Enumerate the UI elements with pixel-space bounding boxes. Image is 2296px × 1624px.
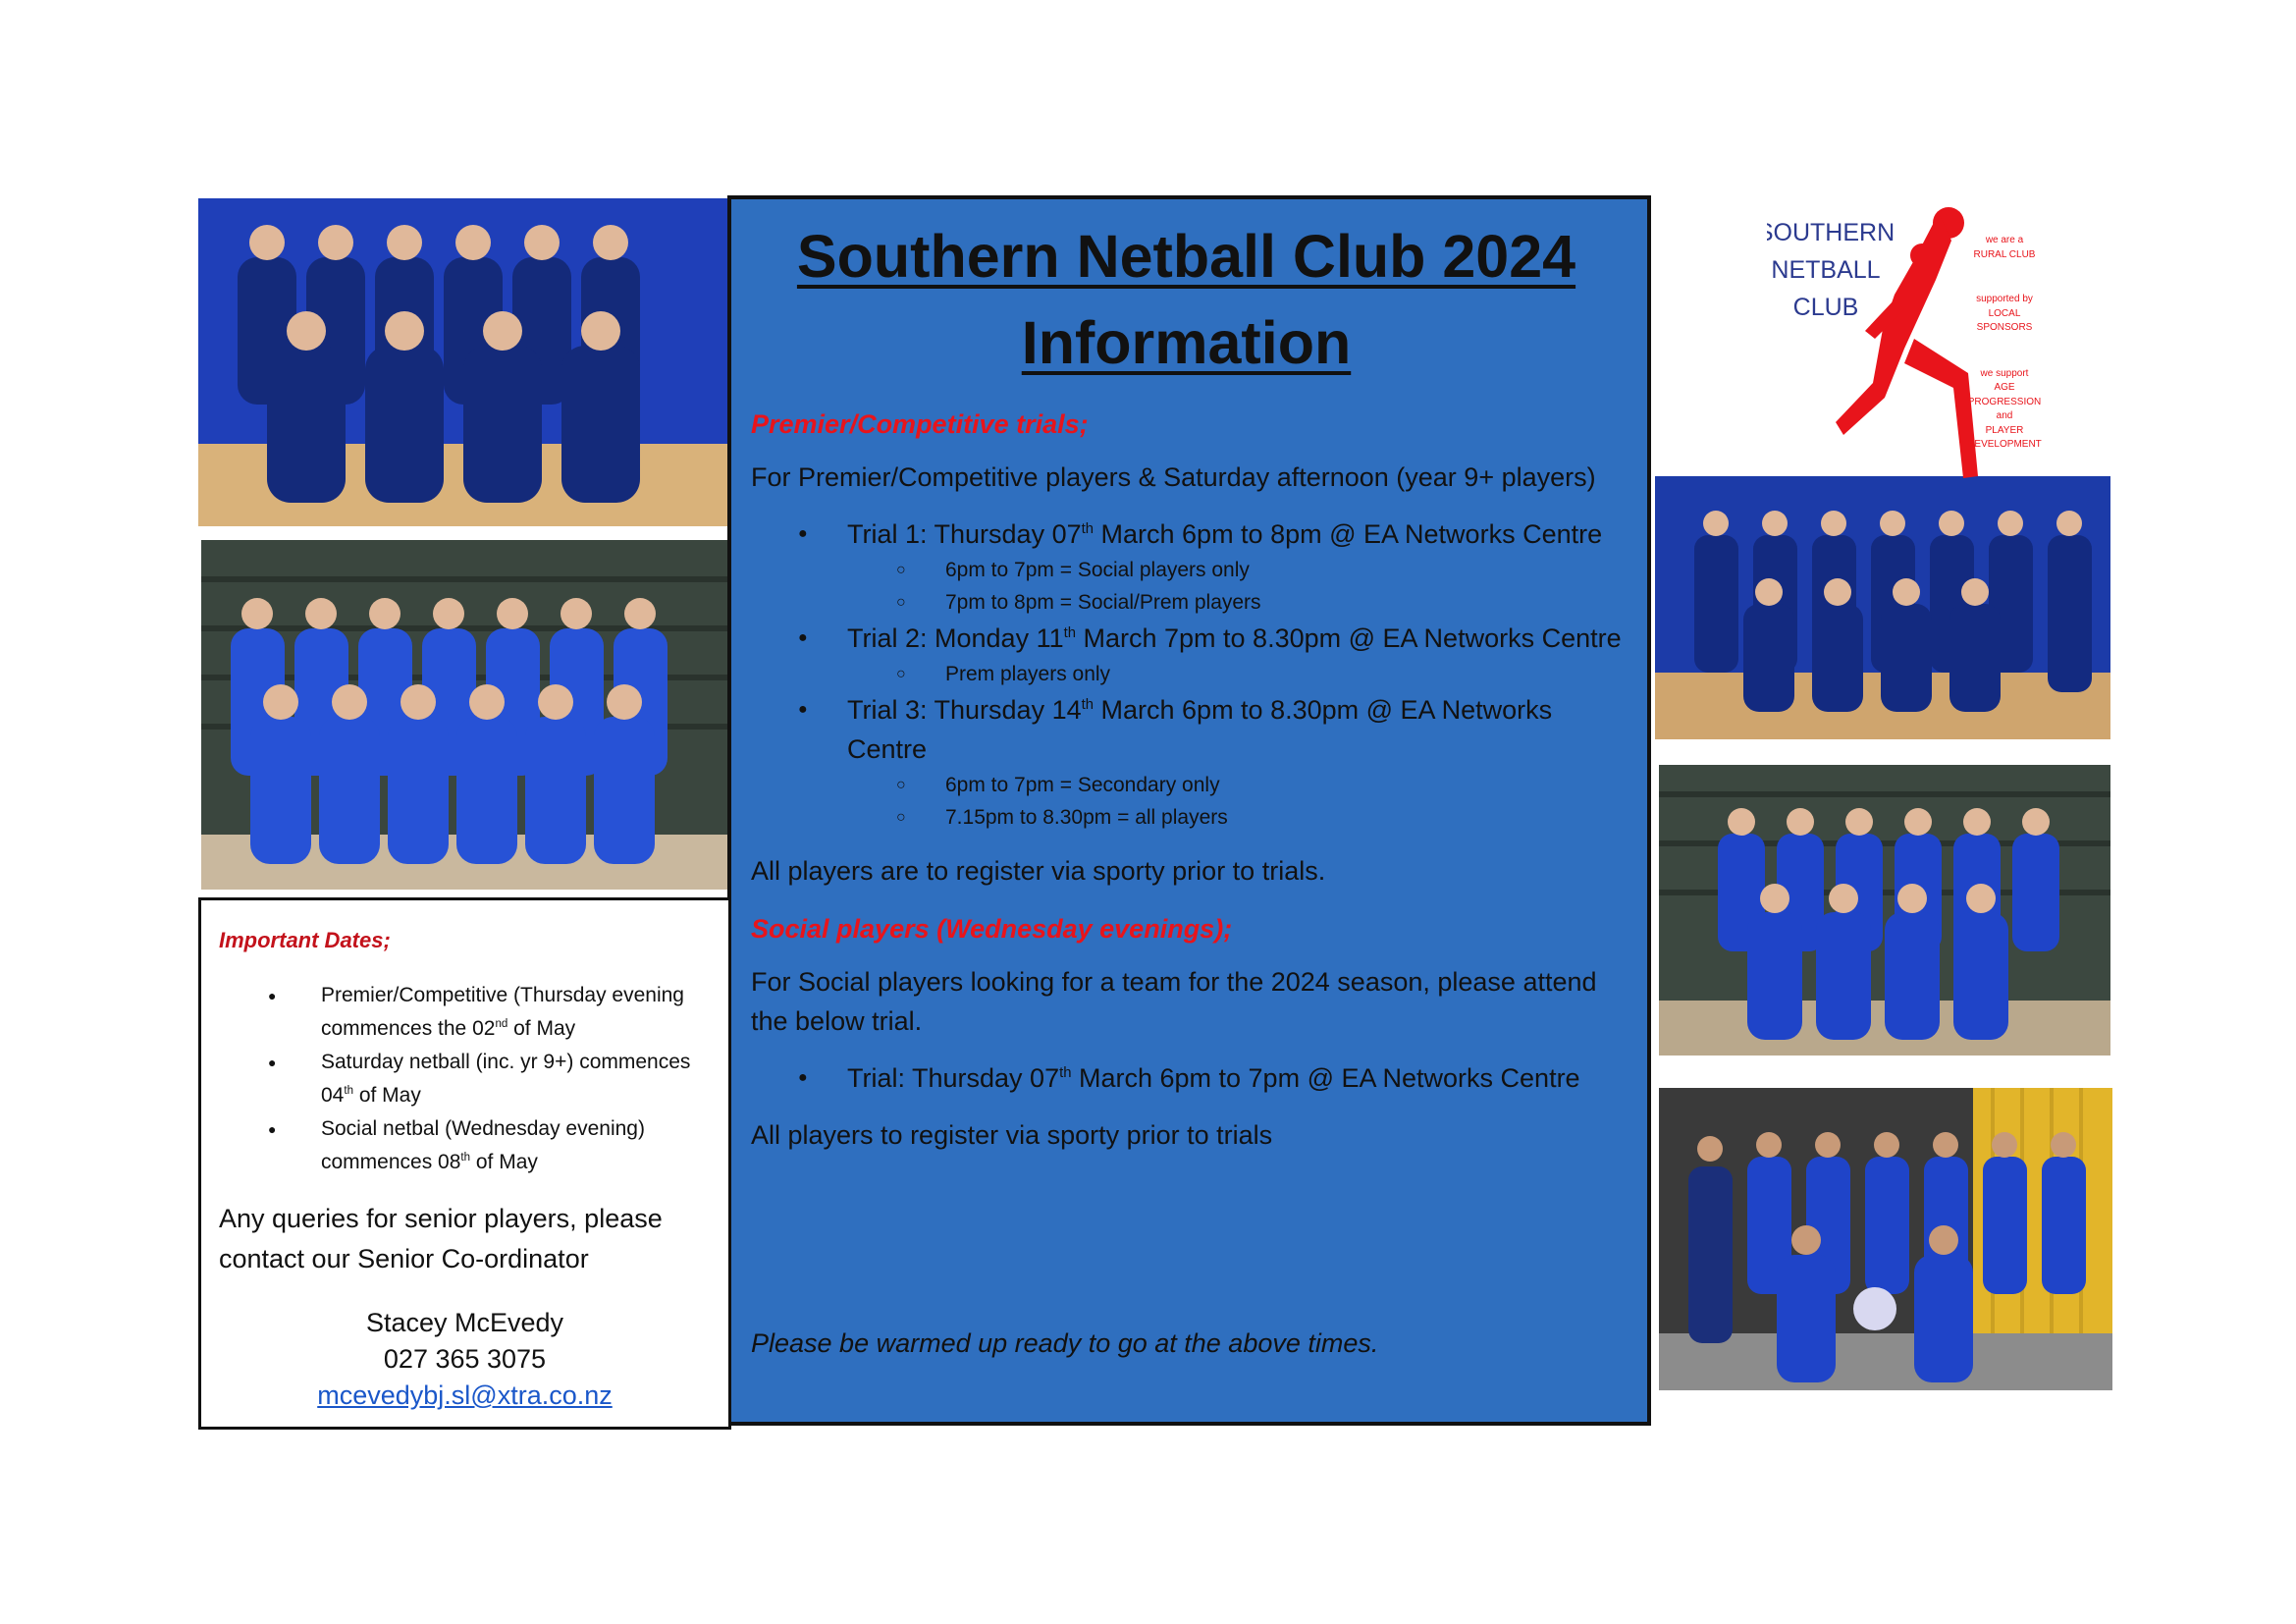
social-trials-list: [751, 1058, 1622, 1098]
social-heading: Social players (Wednesday evenings);: [751, 914, 1233, 944]
info-panel: [727, 195, 1651, 1426]
logo-tag2: RURAL CLUB: [1973, 249, 2036, 260]
title-line2: Information: [1021, 309, 1352, 376]
team-photo-2: [201, 540, 728, 890]
premier-heading: Premier/Competitive trials;: [751, 409, 1089, 439]
page-title: [751, 213, 1622, 386]
club-logo: [1767, 201, 2061, 486]
logo-line3: CLUB: [1792, 294, 1859, 321]
premier-register-note: All players are to register via sporty prior to trials.: [751, 856, 1326, 886]
netball-player-silhouette: [1836, 207, 1978, 478]
trial-3-session: ○ 6pm to 7pm = Secondary only: [847, 769, 1622, 801]
contact-email-link[interactable]: mcevedybj.sl@xtra.co.nz: [317, 1380, 613, 1410]
team-photo-1: [198, 198, 727, 526]
logo-tag1: we are a: [1985, 235, 2024, 245]
queries-text: Any queries for senior players, please contact our Senior Co-ordinator: [219, 1204, 663, 1273]
logo-tag8: PROGRESSION: [1967, 397, 2042, 407]
team-photo-3: [1655, 476, 2110, 739]
logo-tag11: DEVELOPMENT: [1967, 439, 2042, 450]
trial-3-session: ○ 7.15pm to 8.30pm = all players: [847, 801, 1622, 834]
date-item: ● Premier/Competitive (Thursday evening commences the 02nd of May: [219, 979, 711, 1046]
trial-1-session: ○ 6pm to 7pm = Social players only: [847, 554, 1622, 586]
contact-block: [219, 1305, 711, 1414]
contact-name: Stacey McEvedy: [365, 1308, 564, 1337]
logo-line2: NETBALL: [1771, 256, 1881, 284]
premier-intro: For Premier/Competitive players & Saturday afternoon (year 9+ players): [751, 462, 1596, 492]
trial-1: ● Trial 1: Thursday 07th March 6pm to 8pm @ EA Networks Centre ○ 6pm to 7pm = Social players only ○ 7pm to 8pm = Social/Prem players: [751, 514, 1622, 619]
date-item: ● Social netbal (Wednesday evening) commences 08th of May: [219, 1112, 711, 1179]
social-intro: For Social players looking for a team for the 2024 season, please attend the below trial.: [751, 967, 1597, 1036]
logo-tag4: LOCAL: [1988, 308, 2021, 319]
trial-2-session: ○ Prem players only: [847, 658, 1622, 690]
social-trial: ● Trial: Thursday 07th March 6pm to 7pm @ EA Networks Centre: [751, 1058, 1622, 1098]
trial-1-session: ○ 7pm to 8pm = Social/Prem players: [847, 586, 1622, 619]
closing-note: Please be warmed up ready to go at the above times.: [751, 1328, 1379, 1358]
trial-2-sessions: [847, 658, 1622, 690]
trial-3: ● Trial 3: Thursday 14th March 6pm to 8.30pm @ EA Networks Centre ○ 6pm to 7pm = Secondary only ○ 7.15pm to 8.30pm = all players: [751, 690, 1622, 834]
team-photo-4: [1659, 765, 2110, 1056]
important-dates-box: [198, 897, 731, 1430]
logo-tag10: PLAYER: [1985, 425, 2024, 436]
logo-tag5: SPONSORS: [1976, 322, 2033, 333]
dates-heading: Important Dates;: [219, 928, 391, 952]
logo-line1: SOUTHERN: [1767, 219, 1896, 246]
date-item: ● Saturday netball (inc. yr 9+) commences 04th of May: [219, 1046, 711, 1112]
trial-3-sessions: [847, 769, 1622, 834]
dates-list: [219, 979, 711, 1179]
contact-phone: 027 365 3075: [383, 1344, 547, 1374]
logo-tag9: and: [1996, 410, 2013, 421]
social-register-note: All players to register via sporty prior to trials: [751, 1120, 1273, 1150]
logo-tag7: AGE: [1994, 382, 2015, 393]
logo-tag3: supported by: [1976, 294, 2033, 304]
trial-2: ● Trial 2: Monday 11th March 7pm to 8.30pm @ EA Networks Centre ○ Prem players only: [751, 619, 1622, 690]
title-line1: Southern Netball Club 2024: [796, 223, 1576, 290]
premier-trials-list: [751, 514, 1622, 834]
logo-tag6: we support: [1980, 368, 2029, 379]
team-photo-5: [1659, 1088, 2112, 1390]
trial-1-sessions: [847, 554, 1622, 619]
